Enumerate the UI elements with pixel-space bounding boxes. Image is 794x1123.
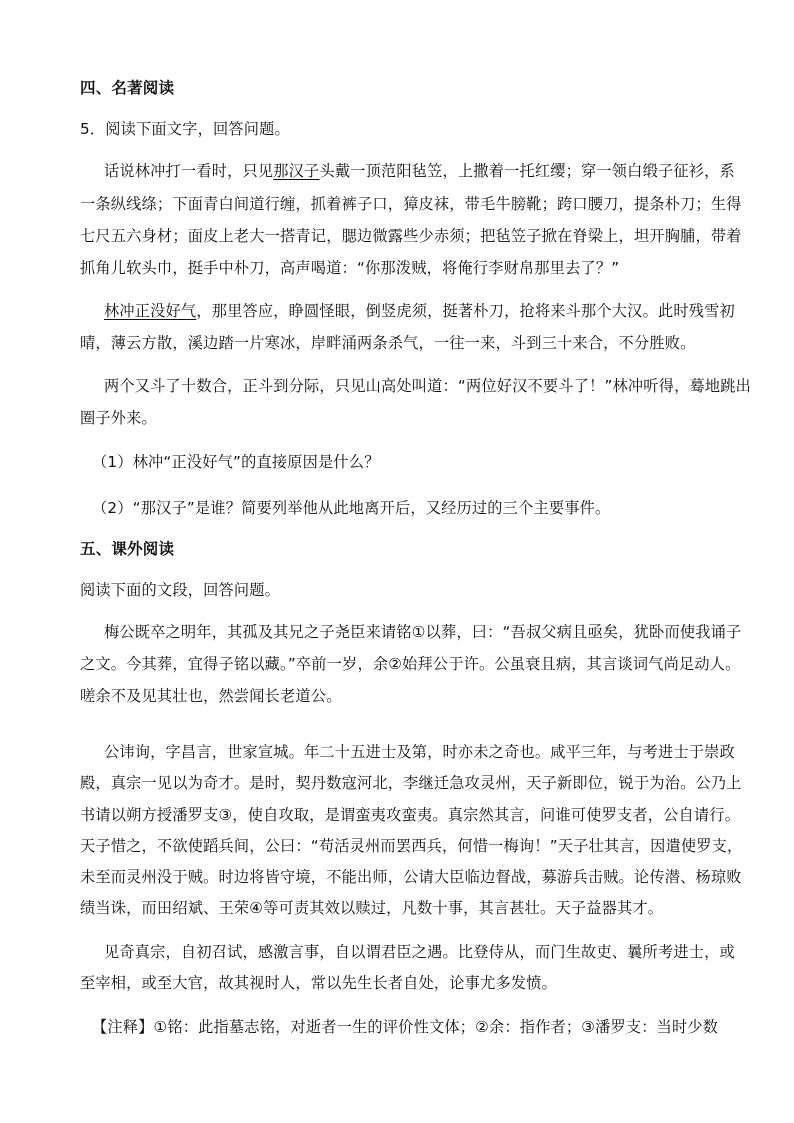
passage-line: 梅公既卒之明年，其孤及其兄之子尧臣来请铭①以葬，曰：“吾叔父病且亟矣，犹卧而使我诵子 xyxy=(104,623,742,641)
passage-line xyxy=(104,161,735,181)
passage-line: 七尺五六身材；面皮上老大一搭青记，腮边微露些少赤须；把毡笠子掀在脊梁上，坦开胸脯，带着 xyxy=(80,227,742,245)
underlined-phrase: 那汉子 xyxy=(273,162,320,180)
section-intro: 阅读下面的文段，回答问题。 xyxy=(80,581,281,599)
question-5-prompt: 5．阅读下面文字，回答问题。 xyxy=(80,120,290,138)
annotation-notes: 【注释】①铭：此指墓志铭，对逝者一生的评价性文体；②余：指作者；③潘罗支：当时少数 xyxy=(92,1018,719,1036)
passage-line: 圈子外来。 xyxy=(80,409,157,427)
section-heading-extracurricular: 五、课外阅读 xyxy=(80,540,175,558)
passage-line: 晴，薄云方散，溪边踏一片寒冰，岸畔涌两条杀气，一往一来，斗到三十来合，不分胜败。 xyxy=(80,334,696,352)
passage-line: 抓角儿软头巾，挺手中朴刀，高声喝道：“你那泼贼，将俺行李财帛那里去了？” xyxy=(80,259,620,277)
underlined-phrase: 林冲正没好气 xyxy=(104,302,197,320)
passage-line: 嗟余不及见其壮也，然尝闻长老道公。 xyxy=(80,687,342,705)
passage-line: 公讳询，字昌言，世家宣城。年二十五进士及第，时亦未之奇也。咸平三年，与考进士于崇政 xyxy=(104,743,735,761)
passage-line: 至宰相，或至大官，故其视时人，常以先生长者自处，论事尤多发愤。 xyxy=(80,974,558,992)
passage-line xyxy=(104,301,735,321)
passage-line: 两个又斗了十数合，正斗到分际，只见山高处叫道：“两位好汉不要斗了！”林冲听得，蓦地跳出 xyxy=(104,377,752,395)
passage-text: 话说林冲打一看时，只见 xyxy=(104,162,274,180)
passage-text: ，那里答应，睁圆怪眼，倒竖虎须，挺著朴刀，抢将来斗那个大汉。此时残雪初 xyxy=(196,302,735,320)
passage-line: 见奇真宗，自初召试，感激言事，自以谓君臣之遇。比登侍从，而门生故吏、曩所考进士，或 xyxy=(104,943,735,961)
passage-line: 绩当诛，而田绍斌、王荣④等可责其效以赎过，凡数十事，其言甚壮。天子益器其才。 xyxy=(80,899,664,917)
passage-line: 未至而灵州没于贼。时边将皆守境，不能出师，公请大臣临边督战，募游兵击贼。论传潜、杨琼败 xyxy=(80,868,742,886)
passage-line: 天子惜之，不欲使蹈兵间，公曰：“苟活灵州而罢西兵，何惜一梅询！”天子壮其言，因遣使罗支， xyxy=(80,837,743,855)
passage-line: 一条纵线绦；下面青白间道行缠，抓着裤子口，獐皮袜，带毛牛膀靴；跨口腰刀，提条朴刀；生得 xyxy=(80,195,742,213)
passage-line: 书请以朔方授潘罗支③，使自攻取，是谓蛮夷攻蛮夷。真宗然其言，问谁可使罗支者，公自请行。 xyxy=(80,806,741,824)
section-heading-classics: 四、名著阅读 xyxy=(80,79,175,97)
passage-line: 之文。今其葬，宜得子铭以藏。”卒前一岁，余②始拜公于许。公虽衰且病，其言谈词气尚足动人。 xyxy=(80,655,741,673)
passage-text: 头戴一顶范阳毡笠，上撒着一托红缨；穿一领白缎子征衫，系 xyxy=(319,162,735,180)
sub-question-2: （2）“那汉子”是谁？简要列举他从此地离开后，又经历过的三个主要事件。 xyxy=(92,499,611,517)
passage-line: 殿，真宗一见以为奇才。是时，契丹数寇河北，李继迁急攻灵州，天子新即位，锐于为治。公乃上 xyxy=(80,774,742,792)
sub-question-1: （1）林冲“正没好气”的直接原因是什么？ xyxy=(92,453,380,471)
